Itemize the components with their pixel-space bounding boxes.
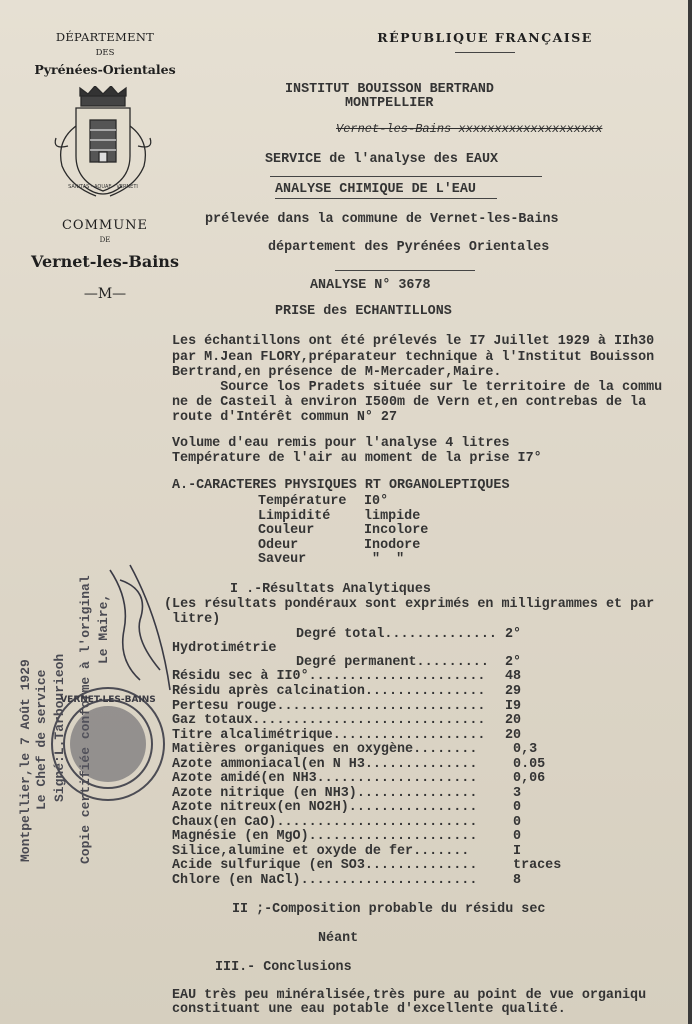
result-value: 3 [505, 786, 522, 801]
physical-label: Saveur [258, 552, 307, 567]
analysis-number: ANALYSE N° 3678 [310, 278, 431, 293]
sampling-title: PRISE des ECHANTILLONS [275, 304, 452, 319]
result-value: 0 [505, 829, 522, 844]
sampling-line: Les échantillons ont été prélevés le I7 Juillet 1929 à IIh30 [172, 334, 655, 349]
institute-city: MONTPELLIER [345, 96, 434, 111]
sampling-line: par M.Jean FLORY,préparateur technique à l'Institut Bouisson [172, 350, 655, 365]
physical-value: Inodore [364, 538, 421, 553]
physical-title: A.-CARACTERES PHYSIQUES RT ORGANOLEPTIQUES [172, 478, 510, 493]
degre-permanent-value: 2° [505, 655, 522, 670]
result-value: 48 [505, 669, 522, 684]
result-value: traces [505, 858, 562, 873]
result-value: 20 [505, 728, 522, 743]
republic-underline [455, 52, 515, 53]
sampling-line: Bertrand,en présence de M-Mercader,Maire. [172, 365, 502, 380]
result-label: Azote amidé(en NH3.................... [172, 771, 478, 786]
physical-label: Couleur [258, 523, 315, 538]
result-label: Pertesu rouge.......................... [172, 699, 486, 714]
result-row [172, 771, 572, 786]
result-row [172, 728, 572, 743]
commune-name: Vernet-les-Bains [31, 252, 179, 271]
service-title: SERVICE de l'analyse des EAUX [265, 152, 499, 167]
coat-of-arms-emblem [48, 86, 158, 204]
result-value: 8 [505, 873, 522, 888]
result-value: 20 [505, 713, 522, 728]
ornament: —M— [83, 286, 127, 302]
result-label: Azote ammoniacal(en N H3.............. [172, 757, 478, 772]
result-row [172, 800, 572, 815]
physical-label: Température [258, 494, 347, 509]
result-label: Chaux(en CaO)......................... [172, 815, 478, 830]
conclusion-line: constituant une eau potable d'excellente qualité. [172, 1002, 566, 1017]
result-value: 0 [505, 815, 522, 830]
service-rule [270, 176, 542, 177]
result-row [172, 829, 572, 844]
hydrotimetry-label: Hydrotimétrie [172, 641, 277, 656]
temperature-line: Température de l'air au moment de la prise I7° [172, 451, 542, 466]
section-3-title: III.- Conclusions [215, 960, 352, 975]
stamp-chef: Le Chef de service [34, 669, 49, 810]
result-label: Gaz totaux............................. [172, 713, 486, 728]
degre-total-label: Degré total.............. [296, 627, 497, 642]
result-label: Matières organiques en oxygène........ [172, 742, 478, 757]
round-stamp [38, 682, 178, 812]
analysis-underline [275, 198, 497, 199]
result-value: 0 [505, 800, 522, 815]
stamp-signed: Signé:L.Tarbourieoh [52, 653, 67, 802]
department-des: DES [95, 48, 115, 58]
result-value: 0.05 [505, 757, 546, 772]
republic-title: RÉPUBLIQUE FRANÇAISE [377, 30, 593, 45]
page-edge [688, 0, 692, 1024]
result-label: Titre alcalimétrique................... [172, 728, 486, 743]
physical-value: limpide [364, 509, 421, 524]
department-name: Pyrénées-Orientales [34, 62, 176, 77]
result-value: I9 [505, 699, 522, 714]
stamp-maire: Le Maire, [96, 593, 111, 664]
result-label: Chlore (en NaCl)...................... [172, 873, 478, 888]
institute-name: INSTITUT BOUISSON BERTRAND [285, 82, 494, 97]
result-row [172, 699, 572, 714]
section-2-title: II ;-Composition probable du résidu sec [232, 902, 546, 917]
result-row [172, 858, 572, 873]
result-value: 29 [505, 684, 522, 699]
result-row [172, 815, 572, 830]
result-row [172, 873, 572, 888]
result-row [172, 742, 572, 757]
physical-label: Odeur [258, 538, 299, 553]
results-title: I .-Résultats Analytiques [230, 582, 431, 597]
result-label: Résidu après calcination............... [172, 684, 486, 699]
sampling-line: ne de Casteil à environ I500m de Vern et,en contrebas de la [172, 395, 647, 410]
physical-value: I0° [364, 494, 389, 509]
analysis-title: ANALYSE CHIMIQUE DE L'EAU [275, 182, 476, 197]
result-label: Azote nitreux(en NO2H)................ [172, 800, 478, 815]
result-row [172, 684, 572, 699]
result-value: 0,06 [505, 771, 546, 786]
struck-out-line: Vernet-les-Bains xxxxxxxxxxxxxxxxxxxx [336, 122, 603, 136]
sampling-line: route d'Intérêt commun N° 27 [172, 410, 397, 425]
results-note: (Les résultats pondéraux sont exprimés en milligrammes et par [164, 597, 655, 612]
result-value: I [505, 844, 522, 859]
department-label: DÉPARTEMENT [55, 30, 155, 44]
commune-label: COMMUNE [61, 218, 149, 233]
result-row [172, 844, 572, 859]
handwritten-signature [100, 560, 180, 700]
volume-line: Volume d'eau remis pour l'analyse 4 litres [172, 436, 510, 451]
commune-de: DE [99, 236, 111, 244]
sampling-line: Source los Pradets située sur le territoire de la commu [172, 380, 663, 395]
result-label: Azote nitrique (en NH3)............... [172, 786, 478, 801]
seal-motto: SANITAS · AQUAE · VERNETI [68, 184, 138, 190]
physical-label: Limpidité [258, 509, 331, 524]
collected-in: prélevée dans la commune de Vernet-les-Bains [205, 212, 559, 227]
neant-text: Néant [318, 931, 359, 946]
result-row [172, 786, 572, 801]
number-rule [335, 270, 475, 271]
conclusion-line: EAU très peu minéralisée,très pure au point de vue organiqu [172, 988, 647, 1003]
degre-total-value: 2° [505, 627, 522, 642]
result-row [172, 757, 572, 772]
result-label: Résidu sec à II0°...................... [172, 669, 486, 684]
results-note: litre) [164, 612, 221, 627]
result-label: Silice,alumine et oxyde de fer....... [172, 844, 470, 859]
physical-value: Incolore [364, 523, 429, 538]
round-stamp-text: VERNET-LES-BAINS [60, 695, 156, 705]
stamp-date: Montpellier,le 7 Août 1929 [18, 659, 33, 862]
result-label: Acide sulfurique (en SO3.............. [172, 858, 478, 873]
physical-value: " " [372, 552, 405, 567]
result-row [172, 713, 572, 728]
result-row [172, 669, 572, 684]
result-value: 0,3 [505, 742, 538, 757]
department-line: département des Pyrénées Orientales [268, 240, 550, 255]
degre-permanent-label: Degré permanent......... [296, 655, 489, 670]
result-label: Magnésie (en MgO)..................... [172, 829, 478, 844]
